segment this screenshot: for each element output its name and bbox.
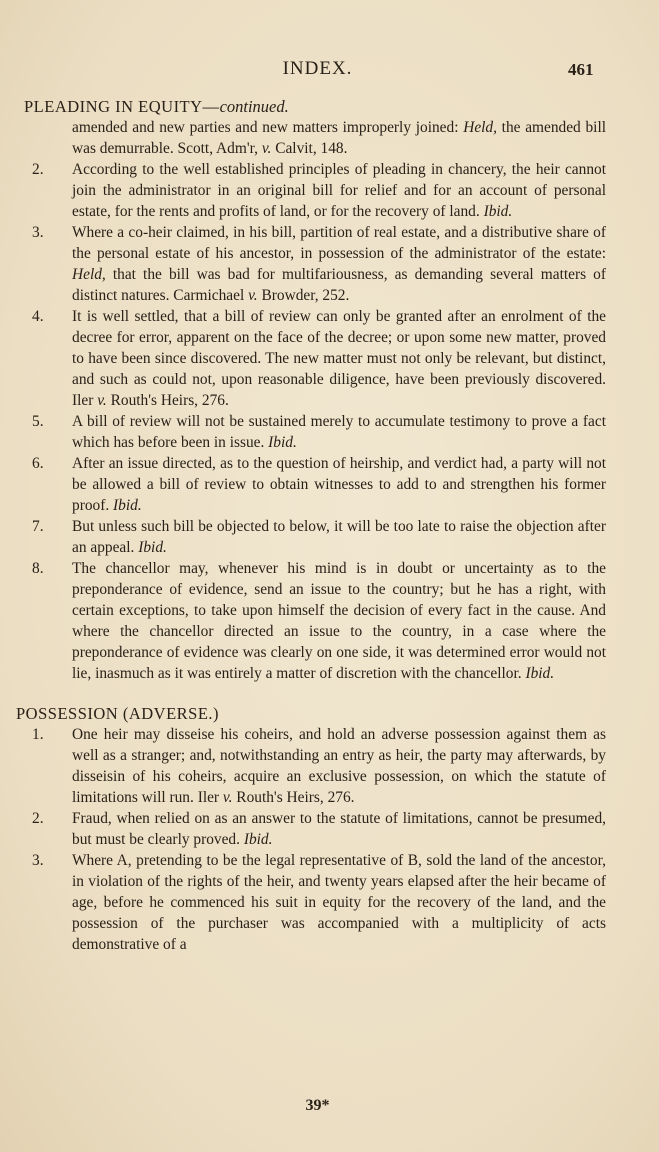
index-entry: 2. According to the well established principles of pleading in chancery, the heir cannot join the administrator in an original bill for relief and for an account of personal estate, for the rents and profits of land, or for the recovery of land. Ibid. [32, 161, 606, 220]
entry-number: 7. [32, 518, 44, 535]
index-entry: 3. Where a co-heir claimed, in his bill, partition of real estate, and a distributive share of the personal estate of his ancestor, in possession of the administrator of the estate: Held, that the bill was bad for multifariousness, as demanding several matters of distinct natures. Carmichael v. Browder, 252. [32, 224, 606, 304]
heading-continued: continued. [219, 97, 289, 116]
index-entry: 6. After an issue directed, as to the question of heirship, and verdict had, a party will not be allowed a bill of review to obtain witnesses to add to and strengthen his former proof. Ibid. [32, 455, 606, 514]
entry-number: 3. [32, 224, 44, 241]
entry-number: 6. [32, 455, 44, 472]
page-number: 461 [568, 60, 594, 79]
index-entry: 7. But unless such bill be objected to below, it will be too late to raise the objection after an appeal. Ibid. [32, 518, 606, 556]
index-content [16, 96, 606, 955]
index-entry: 5. A bill of review will not be sustained merely to accumulate testimony to prove a fact which has before been in issue. Ibid. [32, 413, 606, 451]
entry-number: 2. [32, 810, 44, 827]
index-entry: 3. Where A, pretending to be the legal representative of B, sold the land of the ancestor, in violation of the rights of the heir, and twenty years elapsed after the heir became of age, before he commenced his suit in equity for the recovery of the land, and the possession of the purchaser was accompanied with a multiplicity of acts demonstrative of a [32, 852, 606, 953]
index-entry: 2. Fraud, when relied on as an answer to the statute of limitations, cannot be presumed, but must be clearly proved. Ibid. [32, 810, 606, 848]
signature-mark: 39* [305, 1097, 330, 1114]
entry-number: 3. [32, 852, 44, 869]
running-header: INDEX. [282, 58, 353, 79]
entry-number: 8. [32, 560, 44, 577]
section-heading-possession-adverse: POSSESSION (ADVERSE.) [16, 704, 220, 723]
entry-number: 4. [32, 308, 44, 325]
entry-number: 1. [32, 726, 44, 743]
index-entry: 4. It is well settled, that a bill of review can only be granted after an enrolment of the decree for error, apparent on the face of the decree; or upon some new matter, proved to have been since discovered. The new matter must not only be relevant, but distinct, and such as could not, upon reasonable diligence, have been previously discovered. Iler v. Routh's Heirs, 276. [32, 308, 606, 409]
index-entry: 8. The chancellor may, whenever his mind is in doubt or uncertainty as to the preponderance of evidence, send an issue to the country; but he has a right, with certain exceptions, to take upon himself the decision of every fact in the cause. And where the chancellor directed an issue to the country, in a case where the preponderance of evidence was clearly on one side, it was determined error would not lie, inasmuch as it was entirely a matter of discretion with the chancellor. Ibid. [32, 560, 606, 682]
section-spacer [16, 684, 606, 703]
entry-number: 2. [32, 161, 44, 178]
index-entry: 1. One heir may disseise his coheirs, and hold an adverse possession against them as well as a stranger; and, notwithstanding an entry as heir, the party may afterwards, by disseisin of his coheirs, acquire an exclusive possession, on which the statute of limitations will run. Iler v. Routh's Heirs, 276. [32, 726, 606, 806]
continuation-paragraph: amended and new parties and new matters improperly joined: Held, the amended bill was demurrable. Scott, Adm'r, v. Calvit, 148. [72, 119, 606, 157]
entry-number: 5. [32, 413, 44, 430]
section-heading-pleading-in-equity: PLEADING IN EQUITY—continued. [24, 97, 289, 116]
